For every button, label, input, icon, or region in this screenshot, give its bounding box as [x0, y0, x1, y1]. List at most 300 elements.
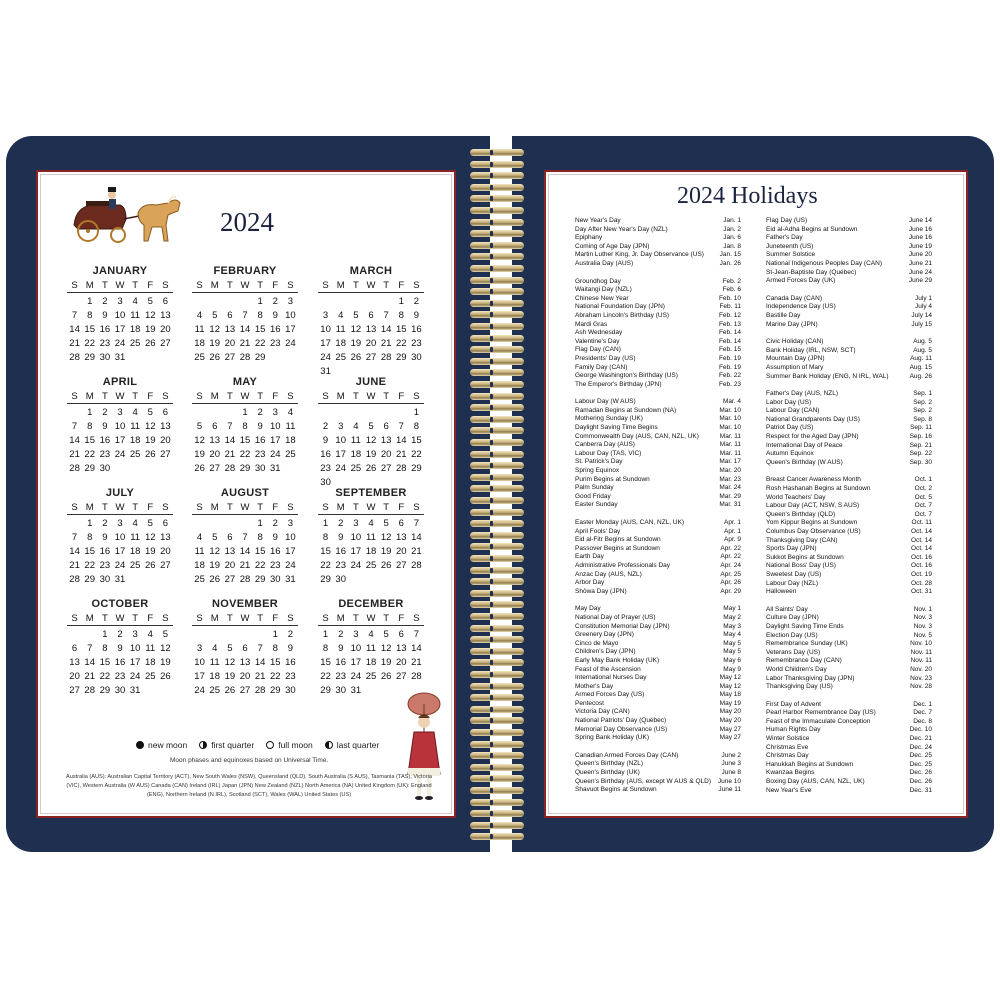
weekday-label: S [162, 613, 169, 624]
day-cell: 31 [320, 366, 331, 377]
holiday-date: Oct. 19 [911, 570, 932, 578]
day-cell: 7 [398, 421, 404, 432]
day-cell: 1 [87, 296, 93, 307]
spiral-coil [466, 194, 528, 203]
day-cell: 4 [147, 629, 153, 640]
day-cell: 30 [254, 463, 266, 474]
holiday-row [575, 683, 741, 692]
holiday-date: Dec. 24 [909, 743, 932, 751]
day-cell: 28 [69, 352, 80, 363]
spiral-coil [466, 438, 528, 447]
holiday-name: Epiphany [575, 234, 603, 242]
holiday-row [575, 372, 741, 381]
holiday-row [766, 321, 932, 330]
holiday-date: May 19 [719, 699, 741, 707]
day-cell: 24 [285, 338, 296, 349]
day-cell: 22 [99, 671, 111, 682]
day-cell: 14 [254, 657, 266, 668]
day-cell: 30 [114, 685, 126, 696]
holiday-name: Easter Sunday [575, 501, 618, 509]
holiday-name: Queen's Birthday (AUS, except W AUS & QLD) [575, 777, 711, 785]
first-quarter-icon [199, 741, 207, 749]
spiral-coil [466, 368, 528, 377]
spiral-coil [466, 821, 528, 830]
holiday-date: Nov. 11 [910, 648, 932, 656]
day-cell: 22 [84, 560, 95, 571]
day-cell: 13 [160, 310, 171, 321]
holiday-name: National Patriots' Day (Québec) [575, 717, 667, 725]
spiral-coil [466, 542, 528, 551]
day-cell: 6 [398, 629, 404, 640]
empty-cell [207, 407, 222, 418]
holiday-date: Dec. 25 [909, 752, 932, 760]
day-cell: 17 [350, 546, 362, 557]
day-cell: 10 [129, 643, 141, 654]
holiday-row [766, 424, 932, 433]
day-cell: 4 [368, 518, 374, 529]
holiday-row [575, 329, 741, 338]
day-grid [67, 629, 173, 696]
day-cell: 23 [320, 463, 331, 474]
day-cell: 15 [254, 324, 266, 335]
weekday-label: T [132, 502, 139, 513]
holiday-date: July 1 [915, 294, 932, 302]
day-cell: 1 [398, 296, 404, 307]
day-cell: 8 [272, 643, 278, 654]
weekday-label: T [257, 502, 264, 513]
holiday-row [766, 407, 932, 416]
spiral-coil [466, 310, 528, 319]
weekday-label: W [366, 502, 376, 513]
empty-cell [333, 407, 348, 418]
holiday-name: Armed Forces Day (US) [575, 691, 645, 699]
day-cell: 22 [254, 338, 266, 349]
day-cell: 10 [114, 532, 126, 543]
day-cell: 15 [84, 435, 95, 446]
holiday-name: Constitution Memorial Day (JPN) [575, 622, 670, 630]
day-cell: 8 [398, 310, 404, 321]
holiday-date: June 16 [908, 234, 932, 242]
day-cell: 1 [272, 629, 278, 640]
holiday-date: May 20 [719, 717, 741, 725]
holiday-name: Chinese New Year [575, 294, 629, 302]
spiral-coil [466, 403, 528, 412]
holiday-date: Oct. 1 [914, 476, 932, 484]
weekday-header [67, 391, 173, 404]
holiday-name: National Grandparents Day (US) [766, 415, 860, 423]
spiral-coil [466, 519, 528, 528]
holiday-name: St. Patrick's Day [575, 458, 623, 466]
day-cell: 10 [285, 310, 296, 321]
holiday-name: Queen's Birthday (NZL) [575, 760, 644, 768]
holiday-date: Nov. 20 [910, 665, 932, 673]
holiday-row [575, 700, 741, 709]
day-cell: 25 [129, 449, 141, 460]
day-cell: 3 [132, 629, 138, 640]
holiday-date: Apr. 26 [720, 579, 741, 587]
holiday-date: Dec. 10 [909, 726, 932, 734]
holiday-row [575, 346, 741, 355]
holiday-name: Columbus Day Observance (US) [766, 528, 861, 535]
holiday-date: Feb. 12 [718, 311, 741, 319]
legend-new-moon: new moon [148, 740, 188, 750]
day-cell: 22 [269, 671, 281, 682]
holiday-name: Mountain Day (JPN) [766, 355, 825, 363]
day-cell: 17 [129, 657, 141, 668]
day-cell: 3 [338, 421, 344, 432]
holiday-date: June 8 [721, 769, 741, 777]
month-name: NOVEMBER [212, 598, 278, 610]
spiral-coil [466, 554, 528, 563]
empty-cell [237, 629, 252, 640]
day-cell: 19 [365, 449, 377, 460]
day-cell: 14 [69, 546, 80, 557]
weekday-label: T [257, 613, 264, 624]
holiday-date: June 16 [908, 225, 932, 233]
weekday-label: F [398, 502, 405, 513]
day-cell: 28 [69, 463, 80, 474]
month-name: APRIL [102, 376, 138, 388]
holiday-name: Culture Day (JPN) [766, 614, 819, 622]
day-cell: 12 [144, 421, 156, 432]
day-cell: 6 [383, 421, 389, 432]
day-cell: 4 [353, 421, 359, 432]
holiday-name: Passover Begins at Sundown [575, 544, 660, 552]
holiday-row [766, 614, 932, 623]
holiday-row [766, 476, 932, 485]
day-cell: 10 [114, 421, 126, 432]
day-cell: 27 [160, 560, 171, 571]
day-cell: 10 [285, 532, 296, 543]
empty-cell [222, 629, 237, 640]
day-cell: 22 [320, 560, 331, 571]
day-cell: 19 [144, 546, 156, 557]
holiday-date: May 5 [723, 639, 741, 647]
holiday-row [575, 493, 741, 502]
spiral-coil [466, 658, 528, 667]
day-cell: 21 [224, 449, 236, 460]
day-cell: 14 [395, 435, 407, 446]
weekday-label: F [398, 391, 405, 402]
holiday-name: Administrative Professionals Day [575, 561, 671, 569]
day-cell: 13 [160, 421, 171, 432]
holiday-date: Jan. 15 [719, 251, 741, 259]
day-cell: 22 [84, 449, 95, 460]
day-cell: 22 [254, 560, 266, 571]
holiday-row [766, 450, 932, 459]
day-cell: 24 [114, 449, 126, 460]
weekday-label: T [352, 613, 359, 624]
holiday-row [766, 303, 932, 312]
day-cell: 15 [411, 435, 422, 446]
month-august [192, 487, 298, 585]
holiday-name: Thanksgiving Day (US) [766, 683, 833, 691]
holiday-date: July 14 [911, 311, 932, 319]
holiday-name: Canberra Day (AUS) [575, 441, 635, 449]
day-cell: 21 [69, 560, 80, 571]
spiral-coil [466, 241, 528, 250]
day-cell: 8 [257, 532, 263, 543]
day-cell: 24 [350, 671, 362, 682]
empty-cell [253, 629, 268, 640]
weekday-label: F [398, 280, 405, 291]
day-cell: 31 [114, 352, 126, 363]
holiday-name: Summer Bank Holiday (ENG, N IRL, WAL) [766, 372, 889, 380]
holiday-name: Labor Day (US) [766, 398, 812, 406]
month-december [318, 598, 424, 696]
spiral-coil [466, 171, 528, 180]
day-cell: 26 [209, 352, 220, 363]
weekday-label: M [85, 280, 94, 291]
holiday-month-group [575, 278, 741, 390]
day-cell: 11 [335, 324, 346, 335]
spiral-coil [466, 484, 528, 493]
holiday-date: May 18 [719, 691, 741, 699]
weekday-label: W [240, 280, 250, 291]
day-cell: 30 [335, 685, 346, 696]
holiday-date: Sep. 1 [913, 390, 932, 398]
day-cell: 7 [71, 310, 78, 321]
day-cell: 29 [395, 352, 407, 363]
day-cell: 13 [209, 435, 220, 446]
holiday-row [766, 778, 932, 787]
holiday-row [766, 640, 932, 649]
holiday-name: Queen's Birthday (UK) [575, 769, 640, 777]
holiday-name: Ash Wednesday [575, 329, 623, 337]
day-cell: 26 [350, 352, 362, 363]
holiday-row [766, 416, 932, 425]
holiday-date: Oct. 2 [914, 485, 932, 493]
holiday-name: Mother's Day [575, 682, 614, 690]
month-name: SEPTEMBER [335, 487, 407, 499]
day-cell: 9 [338, 532, 344, 543]
day-cell: 27 [209, 463, 220, 474]
day-cell: 25 [365, 560, 377, 571]
weekday-label: W [366, 613, 376, 624]
day-cell: 4 [196, 310, 203, 321]
day-cell: 6 [368, 310, 374, 321]
day-cell: 13 [365, 324, 377, 335]
weekday-label: T [257, 391, 264, 402]
day-grid [67, 296, 173, 363]
day-cell: 18 [365, 657, 377, 668]
holiday-name: Presidents' Day (US) [575, 354, 636, 362]
day-cell: 22 [411, 449, 422, 460]
full-moon-icon [266, 741, 274, 749]
day-grid [67, 407, 173, 474]
holiday-name: Valentine's Day [575, 337, 620, 345]
holiday-row [575, 536, 741, 545]
holiday-row [766, 769, 932, 778]
day-cell: 14 [69, 435, 80, 446]
spiral-coil [466, 392, 528, 401]
holiday-date: Feb. 22 [718, 372, 741, 380]
day-cell: 8 [87, 532, 93, 543]
weekday-label: S [162, 280, 169, 291]
holiday-row [575, 553, 741, 562]
day-cell: 23 [114, 671, 126, 682]
day-cell: 1 [102, 629, 108, 640]
holiday-name: Sweetest Day (US) [766, 570, 822, 578]
holiday-name: Shōwa Day (JPN) [575, 587, 627, 595]
legend-last-quarter: last quarter [336, 740, 380, 750]
holiday-row [766, 442, 932, 451]
holiday-date: Nov. 10 [910, 640, 932, 648]
day-cell: 8 [87, 310, 93, 321]
holiday-row [575, 398, 741, 407]
holiday-name: Anzac Day (AUS, NZL) [575, 570, 642, 578]
day-cell: 13 [160, 532, 171, 543]
holiday-date: Apr. 1 [724, 527, 741, 535]
day-cell: 28 [84, 685, 95, 696]
holiday-name: Remembrance Sunday (UK) [766, 640, 848, 648]
weekday-label: S [413, 502, 420, 513]
day-cell: 10 [269, 421, 281, 432]
day-cell: 9 [272, 310, 278, 321]
weekday-label: S [413, 613, 420, 624]
holiday-row [575, 588, 741, 597]
holiday-row [575, 303, 741, 312]
day-cell: 23 [99, 338, 111, 349]
holiday-date: July 15 [911, 320, 932, 328]
day-cell: 26 [194, 463, 205, 474]
day-cell: 19 [144, 324, 156, 335]
day-cell: 26 [144, 338, 156, 349]
day-cell: 21 [69, 449, 80, 460]
empty-cell [348, 296, 363, 307]
day-cell: 3 [353, 518, 359, 529]
day-cell: 5 [147, 518, 153, 529]
holiday-date: Apr. 9 [724, 536, 741, 544]
last-quarter-icon [325, 741, 333, 749]
holiday-row [766, 277, 932, 286]
day-cell: 13 [69, 657, 80, 668]
day-cell: 30 [285, 685, 296, 696]
day-cell: 8 [102, 643, 108, 654]
weekday-label: T [352, 391, 359, 402]
holiday-row [575, 717, 741, 726]
holiday-month-group [766, 217, 932, 286]
day-cell: 7 [383, 310, 389, 321]
holiday-date: May 20 [719, 708, 741, 716]
day-cell: 28 [254, 685, 266, 696]
holiday-date: Feb. 2 [722, 277, 741, 285]
day-cell: 29 [320, 574, 331, 585]
weekday-label: S [71, 613, 78, 624]
spiral-coil [466, 647, 528, 656]
day-cell: 1 [322, 629, 329, 640]
holiday-name: Thanksgiving Day (CAN) [766, 536, 838, 544]
day-cell: 15 [320, 546, 331, 557]
holiday-date: Apr. 22 [720, 544, 741, 552]
day-cell: 16 [320, 449, 331, 460]
holiday-date: June 11 [718, 786, 741, 794]
holiday-date: Mar. 24 [719, 484, 741, 492]
day-cell: 20 [395, 546, 407, 557]
holiday-date: Oct. 14 [911, 536, 932, 544]
spiral-coil [466, 357, 528, 366]
holiday-row [766, 494, 932, 503]
holiday-date: Oct. 14 [911, 528, 932, 535]
day-cell: 27 [365, 352, 377, 363]
holiday-row [575, 467, 741, 476]
month-january [67, 265, 173, 363]
holiday-row [575, 407, 741, 416]
day-cell: 11 [145, 643, 156, 654]
day-cell: 29 [320, 685, 331, 696]
empty-cell [318, 407, 333, 418]
holiday-row [575, 243, 741, 252]
day-cell: 11 [194, 324, 205, 335]
spiral-coil [466, 252, 528, 261]
horse-carriage-illustration [68, 185, 186, 247]
day-cell: 28 [411, 671, 422, 682]
weekday-label: S [71, 391, 78, 402]
day-cell: 5 [212, 310, 218, 321]
holiday-name: Christmas Day [766, 752, 809, 760]
holiday-row [575, 355, 741, 364]
day-cell: 1 [322, 518, 329, 529]
holiday-name: Juneteenth (US) [766, 242, 814, 250]
holiday-row [766, 537, 932, 546]
day-cell: 21 [239, 338, 251, 349]
day-cell: 12 [194, 435, 205, 446]
spiral-coil [466, 450, 528, 459]
holiday-row [575, 674, 741, 683]
weekday-header [192, 391, 298, 404]
day-cell: 4 [132, 518, 138, 529]
weekday-label: S [196, 502, 203, 513]
empty-cell [318, 296, 333, 307]
holiday-row [575, 571, 741, 580]
day-cell: 14 [224, 435, 236, 446]
day-cell: 2 [287, 629, 294, 640]
holiday-name: Halloween [766, 588, 797, 596]
empty-cell [222, 296, 237, 307]
day-grid [192, 629, 298, 696]
holiday-name: All Saints' Day [766, 605, 808, 613]
day-cell: 10 [320, 324, 331, 335]
empty-cell [379, 296, 394, 307]
holiday-date: Mar. 4 [722, 398, 741, 406]
day-cell: 3 [287, 296, 294, 307]
spiral-coil [466, 716, 528, 725]
day-cell: 6 [71, 643, 78, 654]
empty-cell [192, 518, 207, 529]
spiral-coil [466, 670, 528, 679]
holiday-name: Labour Day (CAN) [766, 407, 820, 415]
day-cell: 17 [285, 324, 296, 335]
day-cell: 9 [257, 421, 263, 432]
day-cell: 21 [254, 671, 266, 682]
holiday-name: National Day of Prayer (US) [575, 613, 656, 621]
weekday-label: T [383, 280, 390, 291]
day-cell: 20 [69, 671, 80, 682]
holiday-date: Sep. 22 [909, 450, 932, 458]
weekday-label: M [210, 280, 219, 291]
empty-cell [363, 296, 378, 307]
day-cell: 2 [338, 518, 344, 529]
holiday-name: Palm Sunday [575, 484, 614, 492]
day-cell: 12 [144, 532, 156, 543]
holiday-name: Daylight Saving Time Begins [575, 424, 658, 432]
day-cell: 4 [368, 629, 374, 640]
holiday-date: May 1 [723, 605, 741, 613]
holiday-row [575, 528, 741, 537]
holiday-date: Sep. 11 [910, 424, 932, 432]
holiday-row [575, 691, 741, 700]
weekday-label: S [162, 391, 169, 402]
